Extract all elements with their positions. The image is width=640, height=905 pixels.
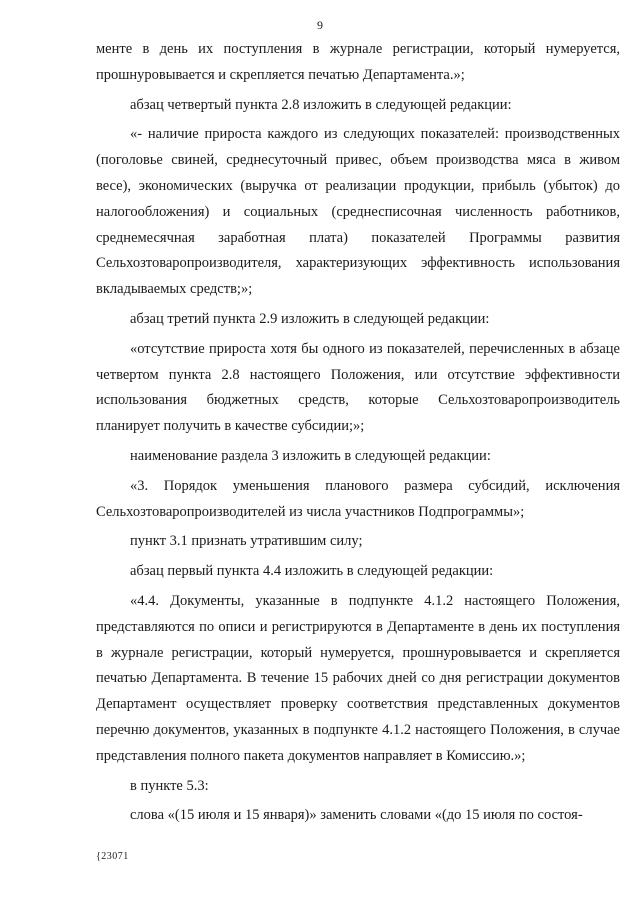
paragraph-quote-4-4: «4.4. Документы, указанные в подпункте 4.1.2 настоящего Положения, представляются по описи и регистрируются в Департаменте в день их поступления в журнале регистрации, который нумеруется, прошнуровывается и скрепляется печатью Департамента. В течение 15 рабочих дней со дня регистрации документов Департамент осуществляет проверку соответствия представленных документов перечню документов, указанных в подпункте 4.1.2 настоящего Положения, в случае представления полного пакета документов направляет в Комиссию.»;: [96, 592, 620, 764]
paragraph-quote-2-9: «отсутствие прироста хотя бы одного из показателей, перечисленных в абзаце четвертом пункта 2.8 настоящего Положения, или отсутствие эффективности использования бюджетных средств, которые Сельхозтоваропроизводитель планирует получить в качестве субсидии;»;: [96, 340, 620, 435]
paragraph-quote-section-3: «3. Порядок уменьшения планового размера субсидий, исключения Сельхозтоваропроизводителей из числа участников Подпрограммы»;: [96, 477, 620, 520]
paragraph-5-3-words: слова «(15 июля и 15 января)» заменить словами «(до 15 июля по состоя-: [130, 807, 583, 824]
document-body: [96, 37, 620, 829]
footer-code: {23071: [96, 851, 129, 862]
paragraph-amend-4-4: абзац первый пункта 4.4 изложить в следующей редакции:: [130, 563, 494, 580]
paragraph-section-3-title: наименование раздела 3 изложить в следующей редакции:: [130, 447, 491, 464]
paragraph-3-1-void: пункт 3.1 признать утратившим силу;: [130, 533, 363, 550]
paragraph-quote-2-8: «- наличие прироста каждого из следующих показателей: производственных (поголовье свиней, среднесуточный привес, объем производства мяса в живом весе), экономических (выручка от реализации продукции, прибыль (убыток) до налогообложения) и социальных (среднесписочная численность работников, среднемесячная заработная плата) показателей Программы развития Сельхозтоваропроизводителя, характеризующих эффективность использования вкладываемых средств;»;: [96, 126, 620, 298]
paragraph-5-3: в пункте 5.3:: [130, 777, 209, 794]
paragraph-amend-2-9: абзац третий пункта 2.9 изложить в следующей редакции:: [130, 310, 490, 327]
paragraph-amend-2-8: абзац четвертый пункта 2.8 изложить в следующей редакции:: [130, 96, 512, 113]
paragraph-continuation: менте в день их поступления в журнале регистрации, который нумеруется, прошнуровывается и скрепляется печатью Департамента.»;: [96, 41, 620, 83]
page-number: 9: [317, 18, 323, 32]
